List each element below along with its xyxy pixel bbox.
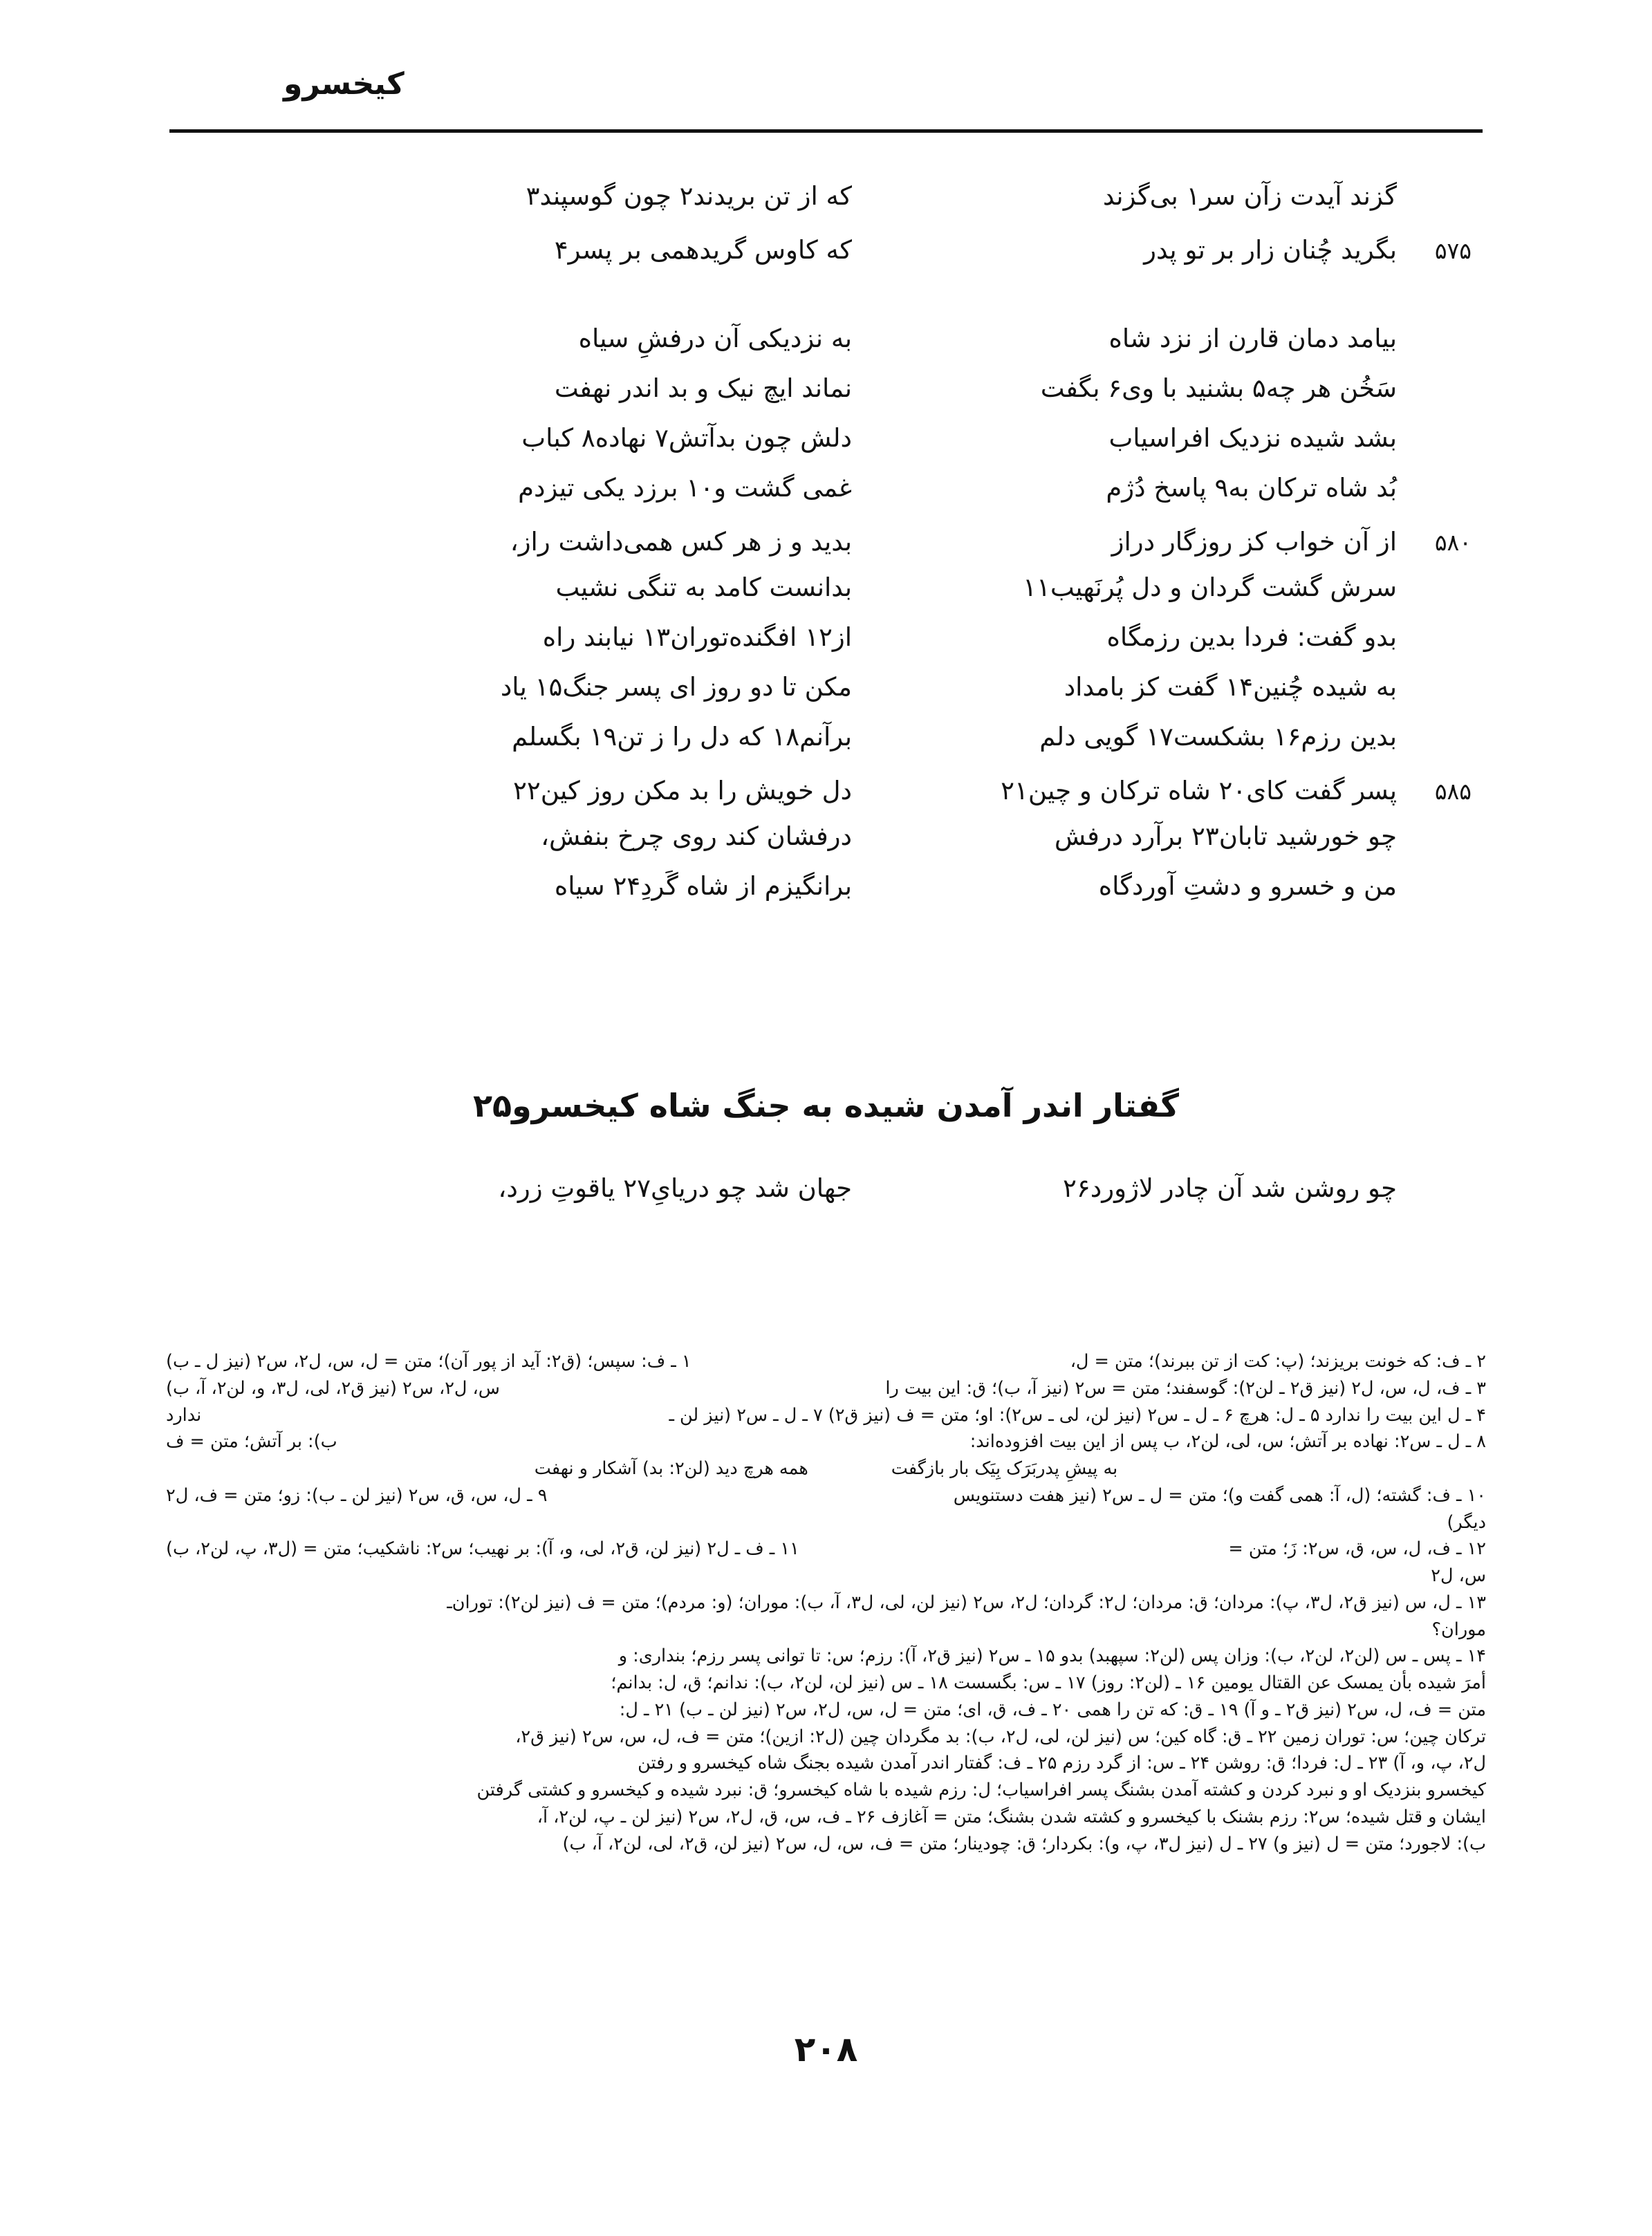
hemistich-right: پسر گفت کای۲۰ شاه ترکان و چین۲۱ bbox=[1001, 776, 1397, 805]
footnote-line: ۱۳ ـ ل، س (نیز ق۲، ل۳، پ): مردان؛ ق: مردان؛ ل۲: گردان؛ ل۲، س۲ (نیز لن، لی، ل۳، آ، ب): موران؛ (و: مردم)؛ متن = ف (نیز لن۲): توران‌ـ bbox=[447, 1592, 1486, 1613]
footnote-segment-right: ب): بر آتش؛ متن = ف bbox=[166, 1431, 337, 1453]
hemistich-left: که کاوس گریدهمی بر پسر۴ bbox=[554, 235, 852, 265]
footnote-line: ۱۴ ـ پس ـ س (لن۲، لن۲، ب): وزان پس (لن۲: سپهبد) بدو ۱۵ ـ س۲ (نیز ق۲، آ): رزم؛ س: تا توانی پسر رزم؛ بنداری: و bbox=[618, 1646, 1486, 1667]
verse-number: ۵۸۰ bbox=[1434, 529, 1472, 556]
couplet-row bbox=[169, 233, 1483, 283]
verse-number: ۵۷۵ bbox=[1434, 237, 1472, 264]
footnote-verse-right: همه هرچ دید (لن۲: بد) آشکار و نهفت bbox=[534, 1458, 808, 1479]
footnote-segment-right: ندارد bbox=[166, 1404, 202, 1426]
hemistich-left: بدانست کامد به تنگی نشیب bbox=[555, 572, 852, 602]
stanza-gap bbox=[169, 283, 1483, 326]
footnote-verse-left: به پیشِ پدربَرَک بِیَک بار بازگفت bbox=[891, 1458, 1118, 1479]
hemistich-right: چو خورشید تابان۲۳ برآرد درفش bbox=[1054, 821, 1397, 851]
footnote-segment-right: ۹ ـ ل، س، ق، س۲ (نیز لن ـ ب): زو؛ متن = ف، ل۲ bbox=[166, 1484, 548, 1506]
couplet-row bbox=[169, 326, 1483, 375]
couplet-row bbox=[169, 823, 1483, 873]
couplet-row bbox=[169, 624, 1483, 674]
hemistich-left: نماند ایچ نیک و بد اندر نهفت bbox=[554, 373, 852, 403]
post-heading-verse-area bbox=[169, 1175, 1483, 1225]
footnote-segment-left: ۴ ـ ل این بیت را ندارد ۵ ـ ل: هرچ ۶ ـ ل ـ س۲ (نیز لن، لی ـ س۲): او؛ متن = ف (نیز ق۲) ۷ ـ ل ـ س۲ (نیز لن ـ bbox=[669, 1404, 1486, 1426]
verse-number bbox=[1405, 741, 1483, 745]
hemistich-right: بگرید چُنان زار بر تو پدر bbox=[1144, 235, 1397, 265]
hemistich-right: بشد شیده نزدیک افراسیاب bbox=[1108, 423, 1397, 453]
header-rule bbox=[169, 129, 1483, 133]
verse-number bbox=[1405, 393, 1483, 397]
couplet-row bbox=[169, 572, 1483, 624]
footnote-segment-right: س، ل۲، س۲ (نیز ق۲، لی، ل۳، و، لن۲، آ، ب) bbox=[166, 1377, 500, 1399]
couplet-row bbox=[169, 1175, 1483, 1225]
hemistich-right: سرش گشت گردان و دل پُرنَهیب۱۱ bbox=[1023, 572, 1397, 602]
hemistich-left: دلش چون بدآتش۷ نهاده۸ کباب bbox=[521, 423, 852, 453]
verse-number bbox=[1405, 642, 1483, 646]
footnote-verse-line bbox=[166, 1455, 1486, 1482]
hemistich-left: برانگیزم از شاه گَردِ۲۴ سیاه bbox=[554, 871, 852, 901]
couplet-row bbox=[169, 774, 1483, 823]
couplet-row bbox=[169, 475, 1483, 525]
hemistich-right: بُد شاه ترکان به۹ پاسخ دُژم bbox=[1106, 473, 1397, 503]
verse-number bbox=[1405, 841, 1483, 845]
footnote-line bbox=[166, 1348, 1486, 1375]
verse-number bbox=[1405, 691, 1483, 696]
footnote-segment-left: ۱۲ ـ ف، ل، س، ق، س۲: زَ؛ متن = bbox=[1228, 1538, 1486, 1560]
hemistich-left: به نزدیکی آن درفشِ سیاه bbox=[578, 324, 852, 353]
hemistich-right: بدین رزم۱۶ بشکست۱۷ گویی دلم bbox=[1039, 722, 1397, 752]
couplet-row bbox=[169, 525, 1483, 575]
hemistich-left: از۱۲ افگنده‌توران۱۳ نیابند راه bbox=[542, 622, 852, 652]
hemistich-right: سَخُن هر چه۵ بشنید با وی۶ بگفت bbox=[1040, 373, 1397, 403]
hemistich-left: غمی گشت و۱۰ برزد یکی تیزدم bbox=[518, 473, 852, 503]
footnote-line: أمرَ شیده بأن یمسک عن القتال یومین ۱۶ ـ (لن۲: روز) ۱۷ ـ س: بگسست ۱۸ ـ س (نیز لن، لن۲، ب): ندانم؛ ق، ل: بدانم؛ bbox=[611, 1673, 1486, 1693]
footnote-line bbox=[166, 1536, 1486, 1563]
verse-number bbox=[1405, 442, 1483, 447]
couplet-row bbox=[169, 873, 1483, 923]
hemistich-right: من و خسرو و دشتِ آوردگاه bbox=[1098, 871, 1397, 901]
footnote-line bbox=[166, 1375, 1486, 1402]
hemistich-left: مکن تا دو روز ای پسر جنگ۱۵ یاد bbox=[500, 672, 852, 702]
footnote-line bbox=[166, 1482, 1486, 1509]
hemistich-left: برآنم۱۸ که دل را ز تن۱۹ بگسلم bbox=[512, 722, 852, 752]
hemistich-left: که از تن بریدند۲ چون گوسپند۳ bbox=[526, 181, 852, 211]
couplet-row bbox=[169, 183, 1483, 233]
hemistich-left: دل خویش را بد مکن روز کین۲۲ bbox=[513, 776, 852, 805]
hemistich-right: گزند آیدت زآن سر۱ بی‌گزند bbox=[1102, 181, 1397, 211]
footnote-segment-right: ۱۱ ـ ف ـ ل۲ (نیز لن، ق۲، لی، و، آ): بر نهیب؛ س۲: ناشکیب؛ متن = (ل۳، پ، لن۲، ب) bbox=[166, 1538, 799, 1560]
footnote-segment-left: ۳ ـ ف، ل، س، ل۲ (نیز ق۲ ـ لن۲): گوسفند؛ متن = س۲ (نیز آ، ب)؛ ق: این بیت را bbox=[885, 1377, 1486, 1399]
hemistich-right: به شیده چُنین۱۴ گفت کز بامداد bbox=[1064, 672, 1397, 702]
couplet-row bbox=[169, 425, 1483, 475]
footnote-line bbox=[166, 1402, 1486, 1429]
couplet-row bbox=[169, 724, 1483, 774]
footnote-block bbox=[166, 1348, 1486, 1857]
footnote-line: دیگر) bbox=[1447, 1511, 1486, 1533]
hemistich-left: بدید و ز هر کس همی‌داشت راز، bbox=[510, 527, 852, 557]
verse-number bbox=[1405, 343, 1483, 347]
footnote-segment-left: ۲ ـ ف: که خونت بریزند؛ (پ: کت از تن ببرند)؛ متن = ل، bbox=[1070, 1351, 1486, 1372]
footnote-segment-left: ۱۰ ـ ف: گشته؛ (ل، آ: همی گفت و)؛ متن = ل ـ س۲ (نیز هفت دستنویس bbox=[953, 1484, 1486, 1506]
running-head: کیخسرو bbox=[284, 66, 405, 102]
footnote-line: متن = ف، ل، س۲ (نیز ق۲ ـ و آ) ۱۹ ـ ق: که تن را همی ۲۰ ـ ف، ق، ای؛ متن = ل، س، ل۲، س۲ (نیز لن ـ ب) ۲۱ ـ ل: bbox=[619, 1699, 1486, 1720]
hemistich-right: چو روشن شد آن چادر لاژورد۲۶ bbox=[1063, 1173, 1397, 1203]
hemistich-right: از آن خواب کز روزگار دراز bbox=[1111, 527, 1397, 557]
page-number: ۲۰۸ bbox=[794, 2029, 858, 2069]
hemistich-right: بیامد دمان قارن از نزد شاه bbox=[1108, 324, 1397, 353]
couplet-row bbox=[169, 375, 1483, 425]
footnote-line: س، ل۲ bbox=[1431, 1565, 1486, 1586]
verse-number bbox=[1405, 1193, 1483, 1197]
hemistich-left: درفشان کند روی چرخ بنفش، bbox=[541, 821, 852, 851]
hemistich-right: بدو گفت: فردا بدین رزمگاه bbox=[1106, 622, 1397, 652]
verse-number bbox=[1405, 592, 1483, 596]
footnote-line: ب): لاجورد؛ متن = ل (نیز و) ۲۷ ـ ل (نیز ل۳، پ، و): بکردار؛ ق: چودینار؛ متن = ف، س، ل، س۲ (نیز لن، ق۲، لی، لن۲، آ، ب) bbox=[562, 1833, 1486, 1854]
verse-number bbox=[1405, 201, 1483, 205]
verse-number bbox=[1405, 891, 1483, 895]
footnote-line: ترکان چین؛ س: توران زمین ۲۲ ـ ق: گاه کین؛ س (نیز لن، لی، ل۲، ب): بد مگردان چین (ل۲: ازین)؛ متن = ف، ل، س، س۲ (نیز ق۲، bbox=[515, 1726, 1486, 1747]
footnote-segment-left: ۸ ـ ل ـ س۲: نهاده بر آتش؛ س، لی، لن۲، ب پس از این بیت افزوده‌اند: bbox=[969, 1431, 1486, 1453]
hemistich-left: جهان شد چو دریایِ۲۷ یاقوتِ زرد، bbox=[498, 1173, 852, 1203]
footnote-line: موران؟ bbox=[1431, 1619, 1486, 1640]
couplet-row bbox=[169, 674, 1483, 724]
verse-area bbox=[169, 183, 1483, 923]
footnote-line bbox=[166, 1428, 1486, 1455]
section-heading: گفتار اندر آمدن شیده به جنگ شاه کیخسرو۲۵ bbox=[472, 1087, 1180, 1124]
footnote-line: ل۲، پ، و، آ) ۲۳ ـ ل: فردا؛ ق: روشن ۲۴ ـ س: از گرد رزم ۲۵ ـ ف: گفتار اندر آمدن شیده بجنگ شاه کیخسرو و رفتن bbox=[638, 1753, 1486, 1774]
verse-number: ۵۸۵ bbox=[1434, 778, 1472, 805]
footnote-line: کیخسرو بنزدیک او و نبرد کردن و کشته آمدن بشنگ پسر افراسیاب؛ ل: رزم شیده با شاه کیخسرو؛ ق: نبرد شیده و کیخسرو و کشتی گرفتن bbox=[476, 1780, 1486, 1800]
footnote-segment-right: ۱ ـ ف: سپس؛ (ق۲: آید از پور آن)؛ متن = ل، س، ل۲، س۲ (نیز ل ـ ب) bbox=[166, 1351, 692, 1372]
verse-number bbox=[1405, 492, 1483, 496]
footnote-line: ایشان و قتل شیده؛ س۲: رزم بشنک با کیخسرو و کشته شدن بشنگ؛ متن = آغازف ۲۶ ـ ف، س، ق، ل۲، س۲ (نیز لن ـ پ، لن۲، آ، bbox=[537, 1806, 1486, 1827]
